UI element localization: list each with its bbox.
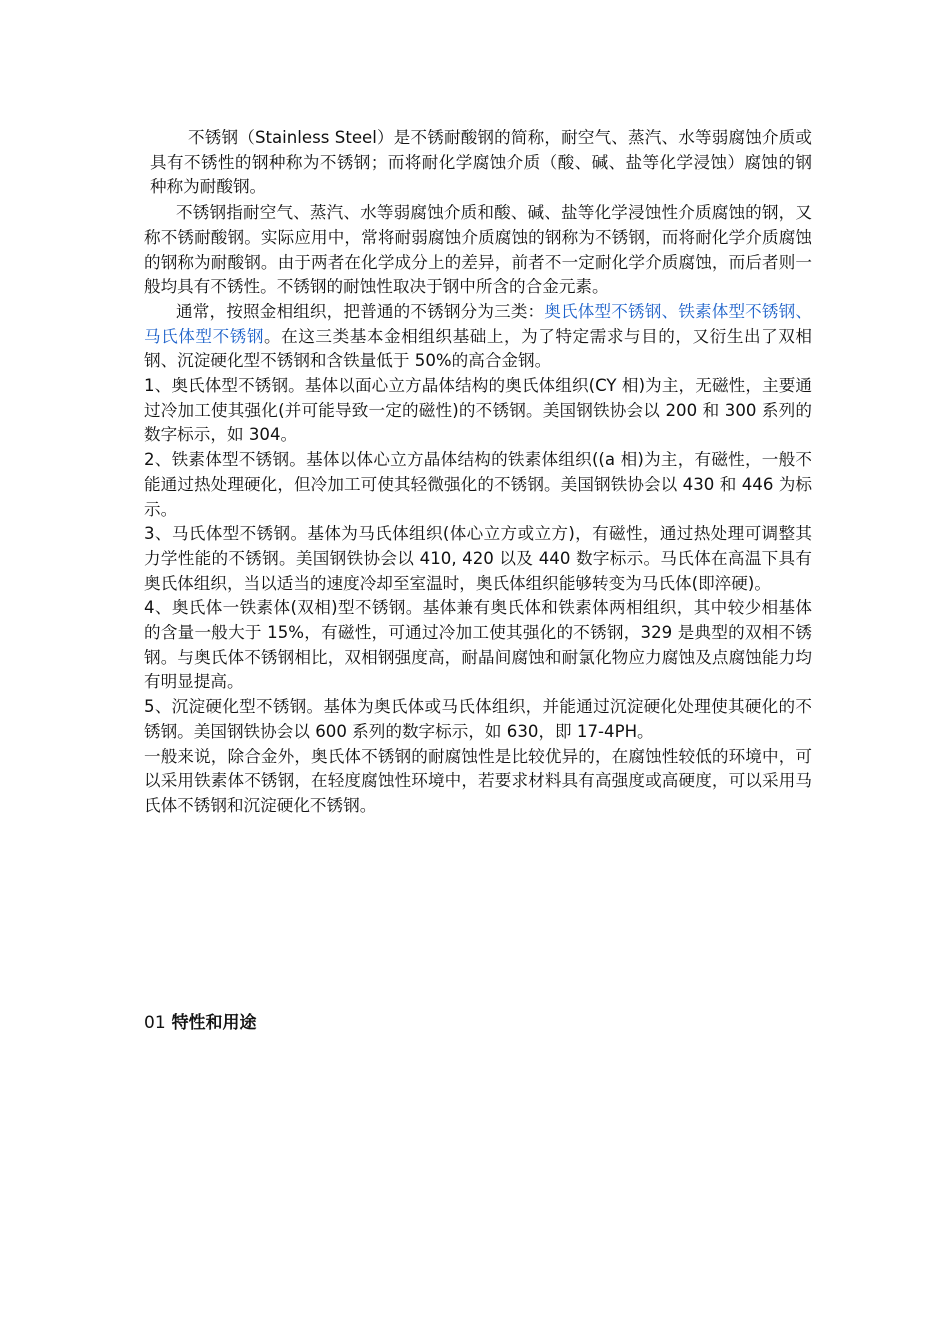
classification-suffix: 。在这三类基本金相组织基础上，为了特定需求与目的，又衍生出了双相钢、沉淀硬化型不锈钢和含铁量低于 50%的高合金钢。 [144, 326, 813, 371]
list-item-martensitic: 3、马氏体型不锈钢。基体为马氏体组织(体心立方或立方)，有磁性，通过热处理可调整其力学性能的不锈钢。美国钢铁协会以 410, 420 以及 440 数字标示。马氏体在高温下具有奥氏体组织，当以适当的速度冷却至室温时，奥氏体组织能够转变为马氏体(即淬硬)。 [144, 524, 812, 593]
document-body [144, 126, 812, 819]
list-item-ferritic: 2、铁素体型不锈钢。基体以体心立方晶体结构的铁素体组织((a 相)为主，有磁性，一般不能通过热处理硬化，但冷加工可使其轻微强化的不锈钢。美国钢铁协会以 430 和 446 为标示。 [144, 450, 812, 519]
list-item-duplex: 4、奥氏体一铁素体(双相)型不锈钢。基体兼有奥氏体和铁素体两相组织，其中较少相基体的含量一般大于 15%，有磁性，可通过冷加工使其强化的不锈钢，329 是典型的双相不锈钢。与奥氏体不锈钢相比，双相钢强度高，耐晶间腐蚀和耐氯化物应力腐蚀及点腐蚀能力均有明显提高。 [144, 598, 812, 692]
definition-paragraph: 不锈钢指耐空气、蒸汽、水等弱腐蚀介质和酸、碱、盐等化学浸蚀性介质腐蚀的钢，又称不锈耐酸钢。实际应用中，常将耐弱腐蚀介质腐蚀的钢称为不锈钢，而将耐化学介质腐蚀的钢称为耐酸钢。由于两者在化学成分上的差异，前者不一定耐化学介质腐蚀，而后者则一般均具有不锈性。不锈钢的耐蚀性取决于钢中所含的合金元素。 [144, 203, 812, 297]
section-title: 特性和用途 [171, 1013, 257, 1033]
list-item-precipitation-hardening: 5、沉淀硬化型不锈钢。基体为奥氏体或马氏体组织，并能通过沉淀硬化处理使其硬化的不锈钢。美国钢铁协会以 600 系列的数字标示，如 630，即 17-4PH。 [144, 697, 812, 741]
classification-paragraph [144, 300, 812, 374]
section-number: 01 [144, 1013, 166, 1033]
summary-paragraph: 一般来说，除合金外，奥氏体不锈钢的耐腐蚀性是比较优异的，在腐蚀性较低的环境中，可以采用铁素体不锈钢，在轻度腐蚀性环境中，若要求材料具有高强度或高硬度，可以采用马氏体不锈钢和沉淀硬化不锈钢。 [144, 746, 812, 815]
steel-types-link[interactable]: 奥氏体型不锈钢、铁素体型不锈钢、马氏体型不锈钢 [144, 301, 813, 346]
list-item-austenitic: 1、奥氏体型不锈钢。基体以面心立方晶体结构的奥氏体组织(CY 相)为主，无磁性，主要通过冷加工使其强化(并可能导致一定的磁性)的不锈钢。美国钢铁协会以 200 和 300 系列的数字标示，如 304。 [144, 376, 812, 445]
intro-paragraph: 不锈钢（Stainless Steel）是不锈耐酸钢的简称，耐空气、蒸汽、水等弱腐蚀介质或具有不锈性的钢种称为不锈钢；而将耐化学腐蚀介质（酸、碱、盐等化学浸蚀）腐蚀的钢种称为耐酸钢。 [150, 128, 812, 197]
classification-prefix: 通常，按照金相组织，把普通的不锈钢分为三类： [176, 301, 545, 321]
section-heading [144, 1010, 257, 1036]
